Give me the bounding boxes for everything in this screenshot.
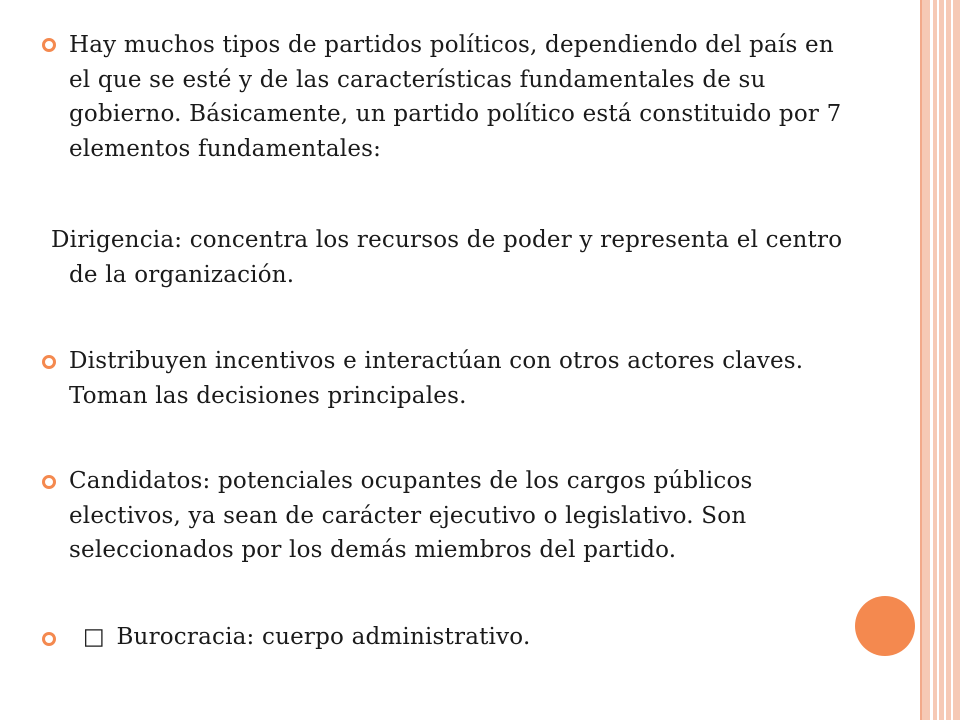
bullet-icon bbox=[42, 38, 56, 52]
paragraph-dirigencia: Dirigencia: concentra los recursos de poder y representa el centro de la organización. bbox=[51, 227, 843, 288]
paragraph-incentivos: Distribuyen incentivos e interactúan con otros actores claves. Toman las decisiones principales. bbox=[69, 348, 804, 409]
right-border-line-1 bbox=[930, 0, 933, 720]
right-border-band bbox=[920, 0, 960, 720]
bullet-icon bbox=[42, 355, 56, 369]
decorative-circle bbox=[855, 596, 915, 656]
right-border-line-4 bbox=[951, 0, 953, 720]
bullet-icon bbox=[42, 632, 56, 646]
right-border-line-2 bbox=[937, 0, 939, 720]
paragraph-intro: Hay muchos tipos de partidos políticos, dependiendo del país en el que se esté y de las características fundamentales de su gobierno. Básicamente, un partido político está constituido por 7 elementos fundamentales: bbox=[69, 32, 842, 162]
paragraph-burocracia-text: Burocracia: cuerpo administrativo. bbox=[108, 624, 531, 650]
right-border-edge bbox=[920, 0, 922, 720]
paragraph-candidatos: Candidatos: potenciales ocupantes de los cargos públicos electivos, ya sean de carácter ejecutivo o legislativo. Son seleccionados por los demás miembros del partido. bbox=[69, 468, 753, 563]
right-border-line-3 bbox=[944, 0, 946, 720]
box-glyph-icon: □ bbox=[83, 624, 105, 650]
bullet-icon bbox=[42, 475, 56, 489]
paragraph-burocracia bbox=[69, 620, 859, 655]
